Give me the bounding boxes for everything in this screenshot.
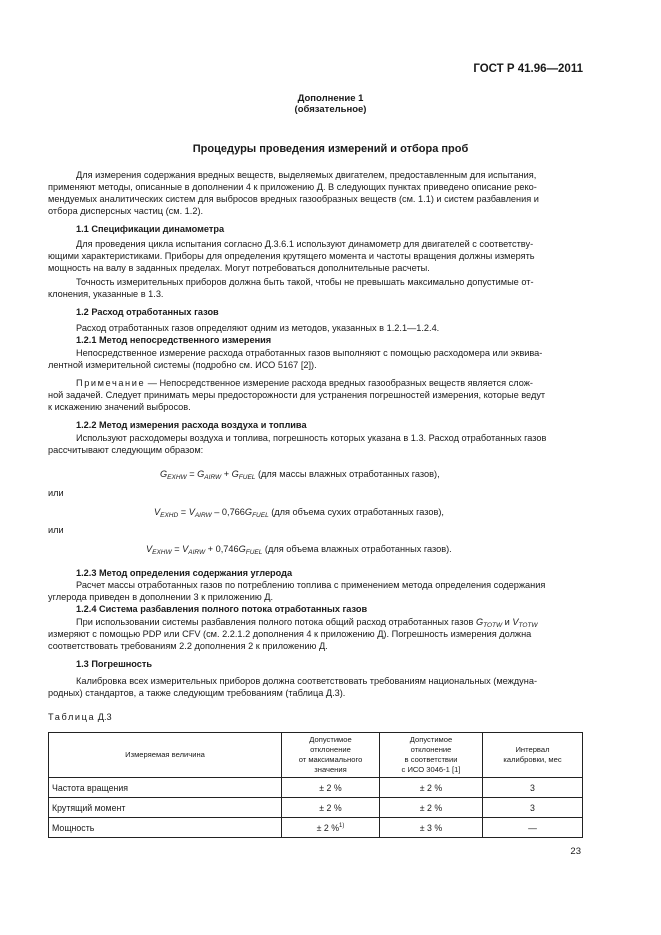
header-iso-deviation: Допустимое отклонение в соответствии с ИСО 3046-1 [1] [380,733,483,778]
intro-line: Для измерения содержания вредных веществ, выделяемых двигателем, предоставленным для испытания, [76,170,537,180]
appendix-status: (обязательное) [294,104,367,115]
footnote-marker: 1) [339,822,345,829]
paragraph-line: измеряют с помощью PDP или CFV (см. 2.2.1.2 дополнения 4 к приложению Д). Погрешность измерения должна [48,629,532,639]
heading-1-2-1: 1.2.1 Метод непосредственного измерения [76,335,272,345]
paragraph-line: Расход отработанных газов определяют одним из методов, указанных в 1.2.1—1.2.4. [76,323,440,333]
heading-1-2-2: 1.2.2 Метод измерения расхода воздуха и топлива [76,420,307,430]
paragraph-line: лентной измерительной системы (подробно см. ИСО 5167 [2]). [48,360,317,370]
formula-exhaust-wet-volume: $V_{EXHW} = V_{AIRW} + 0,746G_{FUEL}$ (для объема влажных отработанных газов). [146,544,452,556]
note-line [76,377,533,389]
paragraph-line: Расчет массы отработанных газов по потреблению топлива с применением метода определения содержания [76,580,546,590]
note-text: — Непосредственное измерение расхода вредных газообразных веществ является слож- [145,378,533,388]
formula-exhaust-mass: $G_{EXHW} = G_{AIRW} + G_{FUEL}$ (для массы влажных отработанных газов), [160,469,440,481]
paragraph-line: Непосредственное измерение расхода отработанных газов выполняют с помощью расходомера или эквива- [76,348,543,358]
paragraph-line: Калибровка всех измерительных приборов должна соответствовать требованиям национальных (междуна- [76,676,538,686]
standard-number: ГОСТ Р 41.96—2011 [473,63,583,75]
paragraph-line: Точность измерительных приборов должна быть такой, чтобы не превышать максимально допустимые от- [76,277,534,287]
heading-1-2: 1.2 Расход отработанных газов [76,307,219,317]
table-caption: Таблица Д.3 [48,712,112,722]
paragraph-line: При использовании системы разбавления полного потока общий расход отработанных газов $G_{TOTW}$ и $V_{TOTW}$ [76,617,538,629]
note-line: к искажению значений выбросов. [48,402,191,412]
formula-exhaust-dry-volume: $V_{EXHD} = V_{AIRW} - 0,766G_{FUEL}$ (для объема сухих отработанных газов), [154,507,444,519]
table-row: Мощность ± 2 %$^{1)}$ ± 3 % — [49,818,583,838]
intro-line: применяют методы, описанные в дополнении 4 к приложению Д. В следующих пунктах приведено описание реко- [48,182,537,192]
paragraph-line: Для проведения цикла испытания согласно Д.3.6.1 используют динамометр для двигателей с соответству- [76,239,534,249]
paragraph-line: ющими характеристиками. Приборы для определения крутящего момента и частоты вращения должны измерять [48,251,535,261]
calibration-table [48,732,583,838]
or-word: или [48,525,64,535]
heading-1-3: 1.3 Погрешность [76,659,153,669]
heading-1-2-3: 1.2.3 Метод определения содержания углерода [76,568,293,578]
note-label: Примечание [76,378,146,388]
page-number: 23 [570,846,581,857]
note-line: ной задачей. Следует принимать меры предосторожности для устранения погрешностей измерения, которые ведут [48,390,546,400]
paragraph-line: углерода приведен в дополнении 3 к приложению Д. [48,592,274,602]
paragraph-line: родных) стандартов, а также следующим требованиям (таблица Д.3). [48,688,346,698]
heading-1-1: 1.1 Спецификации динамометра [76,224,225,234]
paragraph-line: Используют расходомеры воздуха и топлива, погрешность которых указана в 1.3. Расход отработанных газов [76,433,547,443]
paragraph-line: соответствовать требованиям 2.2 дополнения 2 к приложению Д. [48,641,328,651]
header-quantity: Измеряемая величина [49,733,282,778]
header-interval: Интервал калибровки, мес [483,733,583,778]
paragraph-line: клонения, указанные в 1.3. [48,289,164,299]
section-title: Процедуры проведения измерений и отбора проб [192,143,469,155]
paragraph-line: мощность на валу в заданных пределах. Могут потребоваться дополнительные расчеты. [48,263,430,273]
table-header-row [49,733,583,778]
intro-line: отбора дисперсных частиц (см. 1.2). [48,206,204,216]
appendix-title: Дополнение 1 [297,93,364,104]
intro-line: мендуемых аналитических систем для выбросов вредных газообразных веществ (см. 1.1) и систем разбавления и [48,194,539,204]
header-max-deviation: Допустимое отклонение от максимального значения [282,733,380,778]
table-row: Частота вращения ± 2 % ± 2 % 3 [49,778,583,798]
paragraph-line: рассчитывают следующим образом: [48,445,204,455]
heading-1-2-4: 1.2.4 Система разбавления полного потока отработанных газов [76,604,368,614]
table-row: Крутящий момент ± 2 % ± 2 % 3 [49,798,583,818]
or-word: или [48,488,64,498]
